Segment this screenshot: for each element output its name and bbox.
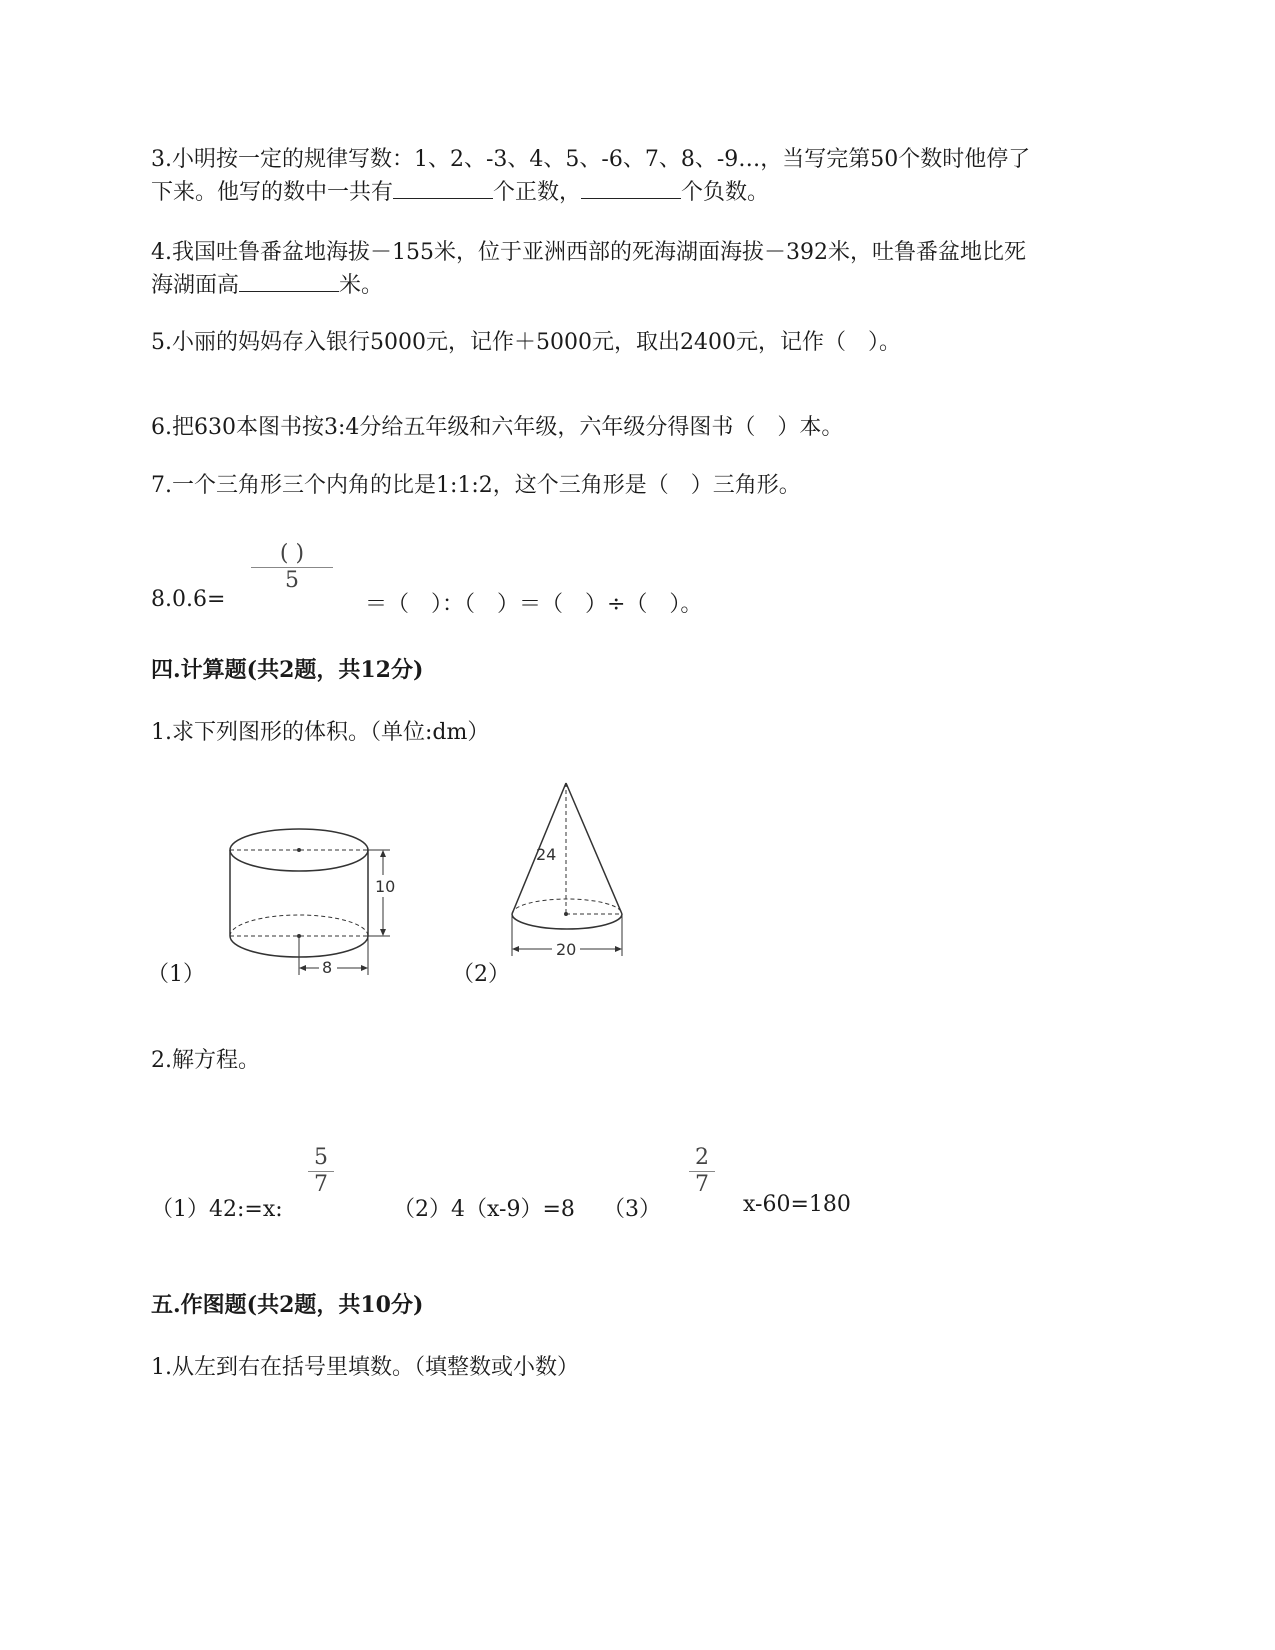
equation-2: （2）4（x-9）=8	[393, 1197, 575, 1222]
question-5: 5.小丽的妈妈存入银行5000元，记作＋5000元，取出2400元，记作（ ）。	[151, 330, 901, 355]
section-5-question-1: 1.从左到右在括号里填数。（填整数或小数）	[151, 1355, 579, 1380]
question-6: 6.把630本图书按3:4分给五年级和六年级，六年级分得图书（ ）本。	[151, 415, 844, 440]
section-4-heading: 四.计算题(共2题，共12分)	[151, 657, 424, 683]
question-7: 7.一个三角形三个内角的比是1:1:2，这个三角形是（ ）三角形。	[151, 473, 801, 498]
question-8-fraction-numerator[interactable]: ( )	[279, 541, 305, 566]
equation-3-fraction	[689, 1146, 715, 1197]
question-8-suffix: ＝（ ）：（ ）＝（ ）÷（ ）。	[365, 592, 703, 617]
question-4-text-a: 海湖面高	[151, 273, 240, 298]
equation-1: （1）42:=x:	[151, 1197, 283, 1222]
equation-1-fraction	[308, 1146, 334, 1197]
section-5-heading: 五.作图题(共2题，共10分)	[151, 1292, 424, 1318]
cylinder-height-label: 10	[375, 877, 396, 896]
equation-1-fraction-numerator: 5	[314, 1145, 328, 1170]
answer-blank-positive[interactable]	[393, 176, 493, 199]
question-3-text-b: 个正数，	[493, 180, 582, 205]
equation-3-fraction-numerator: 2	[695, 1145, 709, 1170]
question-8-prefix: 8.0.6=	[151, 587, 226, 612]
equation-3-label: （3）	[603, 1197, 661, 1222]
section-4-question-2: 2.解方程。	[151, 1048, 260, 1073]
answer-blank-height-difference[interactable]	[239, 269, 339, 292]
question-8-fraction-denominator: 5	[285, 568, 299, 593]
equation-3-fraction-denominator: 7	[695, 1172, 709, 1197]
equation-3-expression: x-60=180	[743, 1192, 851, 1217]
question-4-line-2	[151, 269, 383, 301]
cone-height-label: 24	[536, 845, 557, 864]
figure-1-label: （1）	[147, 962, 205, 987]
equation-1-fraction-denominator: 7	[314, 1172, 328, 1197]
question-3-line-1: 3.小明按一定的规律写数：1、2、-3、4、5、-6、7、8、-9…，当写完第50个数时他停了	[151, 147, 1031, 172]
question-3-text-a: 下来。他写的数中一共有	[151, 180, 394, 205]
question-8-fraction	[251, 542, 333, 593]
question-4-text-b: 米。	[339, 273, 384, 298]
cone-diameter-label: 20	[556, 940, 577, 959]
answer-blank-negative[interactable]	[581, 176, 681, 199]
question-3-line-2	[151, 176, 769, 208]
section-4-question-1: 1.求下列图形的体积。（单位:dm）	[151, 720, 490, 745]
cylinder-radius-label: 8	[322, 958, 333, 977]
cylinder-figure	[210, 815, 410, 995]
question-4-line-1: 4.我国吐鲁番盆地海拔－155米，位于亚洲西部的死海湖面海拔－392米，吐鲁番盆地比死	[151, 240, 1026, 265]
figure-2-label: （2）	[452, 962, 510, 987]
question-3-text-c: 个负数。	[681, 180, 770, 205]
cone-figure	[500, 778, 645, 973]
